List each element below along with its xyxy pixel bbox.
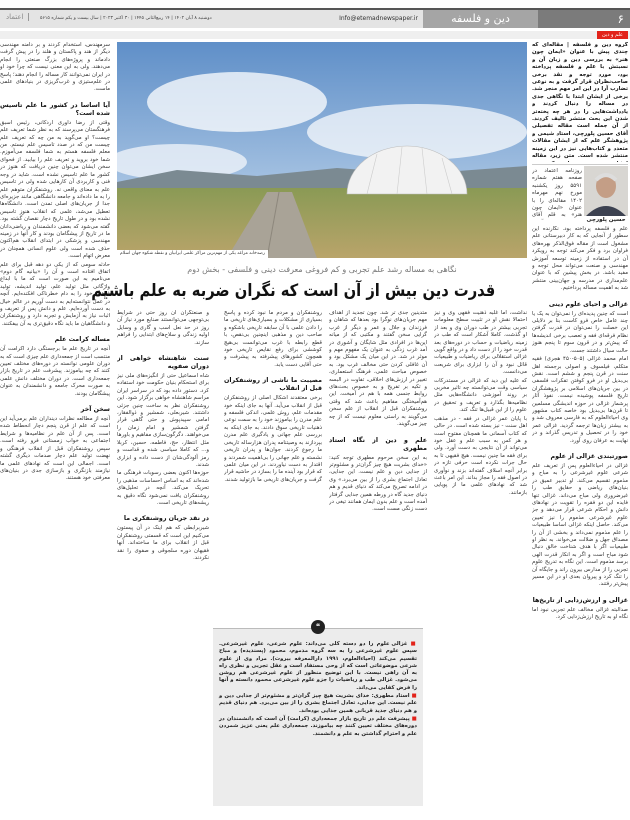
subheading: سخن آخر xyxy=(80,406,110,414)
page-number: ۶ xyxy=(538,10,630,28)
paragraph: شیربرابطی که هم اینک در آن پیستون می‌کنیم این است که قسمتی روشنفکران قبل از انقلاب برای ما ساخته‌اند. آنها فقیهان دوره سلجوقی و صفوی را نقد نکردند. xyxy=(117,525,209,561)
author-name: حسین پلورچی xyxy=(586,217,626,223)
subheading: غزالی و ارزش‌زدایی از تاریخ‌ها xyxy=(532,596,628,604)
author-bio-text: روزنامه اعتماد در صفحه هفتم شماره ۵۵۹۱ روز یکشنبه مورخ نهم مهرماه ۱۴۰۲ مقاله‌ای را با عنوان «ایمان چون هنر» به قلم آقای xyxy=(532,168,582,219)
box-item xyxy=(219,641,417,692)
paragraph: به این سخن مرحوم مطهری توجه کنید: «خدای بشریت هیچ چیز گران‌تر و مشئوم‌تر از جدایی دین و علم نیست. این جدایی، تعادل اجتماع بشری را از بین می‌برد.» وی در ادامه تصریح می‌کند که دنیای قدیم و هم دنیای جدید گاه در ورطه همین جدایی گرفتار آمده است و علم بدون ایمان همانند تیغی در دست زنگی مست است. xyxy=(329,454,427,513)
author-bio xyxy=(532,168,582,220)
subheading: آیا اساسا در کشور ما علم تاسیس شده است؟ xyxy=(0,101,110,117)
section-title: دین و فلسفه xyxy=(423,10,538,28)
subheading: در نقد جریان روشنفکری ما xyxy=(123,515,209,523)
paragraph: نداشت، اما غلبه ذهنیت فقهی وی و نیز احتمالا نقش او در تثبیت سطح معلومات تجربی بیشتر در طب دوران وی و بعد از او گذشت. کاملا آشکار است که طب در زمینه ریاضیات و حساب در دوره‌های بعد قدرت خود را از دست داد و در واقع گویی غزالی استقلالی برای ریاضیات و طبیعیات قائل نبود و آن را ابزاری برای شریعت می‌دانست. xyxy=(434,310,527,376)
author-photo xyxy=(584,166,628,216)
article-subtitle: نگاهی به مساله رشد علم تجربی و کم فروغی معرفت دینی و فلسفی - بخش دوم xyxy=(187,265,457,274)
headline-area xyxy=(91,279,527,303)
middle-column-4 xyxy=(117,310,209,820)
tag-bar xyxy=(0,31,630,39)
divider xyxy=(532,164,628,165)
bullet-icon: ■ xyxy=(409,693,417,700)
right-column-intro xyxy=(532,42,628,162)
paragraph: آنچه از مطالعه نظرات دینداران علم برمی‌آید این است که علم از قرن پنجم دچار انحطاط شده است. پس از آن علم در نظامیه‌ها و شرایط اجتماعی به خواب زمستانی فرو رفته است. سپس روشنفکران قبل از انقلاب فرهنگی و نهضت تولید علم دچار صدمات دیگری گشته است. اجمالی این است که نهادهای علمی ما نیازمند بازنگری و بازسازی جدی در بنیان‌های معرفتی خود هستند. xyxy=(0,416,110,482)
newspaper-logo: اعتماد xyxy=(6,13,29,21)
subheading: علم و دین از نگاه استاد مطهری xyxy=(329,436,427,452)
subheading: مساله کرامت علم xyxy=(54,336,110,344)
paragraph: وقتی از رضا داوری اردکانی، رئیس اسبق فرهنگستان می‌پرسند که به نظر شما تعریف علم چیست؟ او می‌گوید به من چه که تعریف علم چیست من که در صدد تاسیس علم نیستم. من معلم فلسفه هستم به شما فلسفه می‌آموزم. شما خود بروید و تعریف علم را بیابید. از فحوای سخن ایشان می‌توان چنین دریافت که هنوز در کشور ما علم تاسیس نشده است. شاید در وجه فنی و کاربردی آن کارهایی شده ولی در تاسیس علم به معنای واقعی نه. روشنفکران متوهم علم را به ما داده‌اند و جامعه دانشگاهی مانند جزیره‌ای جدا از جریان‌های اصلی تمدن است. دانشگاه‌ها تعطیل می‌شد، علمی که انقلاب هنوز تاسیس نشده بود و در طول تاریخ دچار نقصان گشته بود. گفته می‌شود که بعضی دانشمندان و ریاضی‌دانان ما در تاریخ از پیشگامان بودند و کار آنها در زمینه مهندسی و پزشکی در ابتدای انقلاب هم‌اکنون حذف شده است ولی علوم انسانی همچنان در معرض اتهام است. xyxy=(0,119,110,260)
paragraph: امام محمد غزالی (۵۰۵-۴۵۰ هجری) فقیه متکلم، فیلسوف و اصولی برجسته اهل سنت در قرن پنجم و ششم است. نقش بی‌بدیل او در فرو کوفتن تفکرات فلسفی در بین جریان‌های اسلامی بر پژوهشگران تاریخ فلسفه پوشیده نیست. نفوذ آثار پرشمار غزالی در حوزه اندیشگی مسلمین تا قرن‌ها بی‌بدیل بود خاصه کتاب مشهور وی احیاءالعلوم که به فارسی معروف شد و به بیشتر زبان‌ها ترجمه گردید. غزالی عمر خود را در تحصیل و تدریس گذراند و در نهایت به عرفان روی آورد. xyxy=(532,356,628,444)
paragraph: برخی معتقدند اشکال اصلی از روشنفکران قبل از انقلاب می‌آید. آنها به جای اینکه خود مقدمات علم، روش علمی، اندکی فلسفه و علم مدرن را بیاموزند خود را به سمت نوعی ذهنیات تاریخی سوق دادند. به جای اینکه به بررسی علم جهانی و یادگیری علم مدرن بپردازند به وصیتنامه پدران هزارساله تاریخی ما رجوع کردند. جوان‌ها و پدران تاریخی نشسته و علم جهانی را بی‌اهمیت شمردند و اقتدار به دست نیاوردند. در این میان علمی که قرار بود آینده ما را بسازد در حاشیه قرار گرفت و جریان‌های تاریخی ما بازتولید شدند. xyxy=(224,395,322,483)
box-item xyxy=(219,716,417,738)
issue-date: دوشنبه ۸ آبان ۱۴۰۲ | ۱۴ ربیع‌الثانی ۱۴۴۵ | ۳۰ اکتبر ۲۰۲۳ | سال بیست و یکم شماره ۵۶۱۵ xyxy=(40,16,212,21)
bullet-icon: ■ xyxy=(409,715,417,722)
middle-column-1 xyxy=(434,310,527,820)
paragraph: آنچه در تاریخ علم ما برجستگی دارد اکرامت آن منتسب است از جمعه‌داری علم چیزی است که به دوران علومی نوانسته در دوره‌های مختلف تعیین کنند که چه بیاموزند. پیشرفت علم در تاریخ بازار جمعه‌داری است. در دوران مختلف دانش علمی به صورت محرک جامعه و دانشمندان به عنوان پیشگامان بودند. xyxy=(0,346,110,397)
intro-text: گروه دین و فلسفه | مقاله‌ای که چندی پیش با عنوان «ایمان چون هنر» به بررسی دین و زبان آن و نسبتش با علم و فلسفه پرداخته بود، مورد توجه و نقد برخی صاحب‌نظران قرار گرفت و به نوعی تضارب آرا در این امر مهم منجر شد. برخی از ایشان ابتدا با نگاهی جدی در مساله را دنبال کردند و یادداشت‌هایی را در هر چه پخته‌تر شدن این بحث منتشر تالیف کردند. از آن جمله است مقاله تفصیلی آقای حسین پلورچی، استاد شیمی و پژوهشگر علم که از ایشان مقالات متعدد و کتاب‌هایی نیز در این زمینه منتشر شده است. متن زیر، مقاله xyxy=(532,42,628,160)
box-item-text: پیشرفت علم در تاریخ بازار جمعه‌داری (کرامت) آن است که دانشمندان در دوره‌های مختلف تعیین کنند چه بیاموزند. جمعه‌داری علم یعنی عزیز شمردن علم و احترام گذاشتن به علم و دانشمند. xyxy=(219,715,417,737)
paragraph: علم و فلسفه پرداخته بود. نگارنده این سطور از آنجایی که به کار دبیرستانی علم مشغول است از مقاله فوق‌الذکر بهره‌های فراوان برد و فکر می‌کند توجه به رویکرد آن در استفاده از زمینه توسعه آموزش مهندسی و صنعت می‌تواند محل توجه و مفید باشد. در بخش پیشین که با عنوان علم‌مداری در مدرسه و جهان‌بینی منتشر شد به اهمیت مساله پرداختیم. xyxy=(532,226,628,292)
quote-icon: ❝ xyxy=(311,620,325,634)
bullet-icon: ■ xyxy=(407,641,417,647)
paragraph: که علیه این دید که غزالی در مستدرکات سیاسی وقت می‌توانسته چه تاثیر مخربی بر روند آموزشی دانشگاه‌هایی مثل نظامیه‌ها بگذارد و تعریف و تحقیق در علوم را از این قبیل‌ها تنگ کند. xyxy=(434,377,527,414)
box-item-text: غزالی علوم را دو دسته کلی می‌داند: علوم شرعی، علوم غیرشرعی. سپس علوم غیرشرعی را به سه گروه مذموم، محمود (پسندیده) و مباح تقسیم می‌کند (احیاءالعلوم، ۱۹۹۱ دارالمعرفه بیروت). مراد وی از علوم شرعی موضوعاتی است که از وحی مستفاد است و عقل تجربی و نظری راه به آن راهی نیست. با این توضیح منظور از علوم غیرشرعی هم روشن می‌شود. غزالی طب و ریاضیات را جزو علوم غیرشرعی محمود دانسته و آنها را فرض کفایی می‌داند. xyxy=(219,641,417,691)
paragraph: سرمهندس، استخدام کردند و بر دامنه مهندسی دیگر از هند و پاکستان و هلند را در پیش گرفت دادماند و پروژه‌های بزرگ صنعتی را انجام می‌دهند. ولی به این معنی نیست که چرا خود او در ایران نمی‌توانند کار مساله را انجام دهند؛ پاسخ در علم‌ستیزی و غرب‌گریزی در بنیادهای علمی ماست. xyxy=(0,42,110,93)
email-link[interactable]: Info@etemadnewspaper.ir xyxy=(339,15,418,22)
paragraph: است که چنین پدیده‌ای را نمی‌توان به یک یا چند عامل خاص فرو کاست بنا بر دلایلی این خصلت را نمی‌توان در قدرت گرفتن نظام فرقه‌ای فقه و تعصب برخی اندیشه‌ها که پیش‌تر و در قرون سوم تا پنجم هنوز حالت سیال داشتند جست. xyxy=(532,310,628,354)
highlight-box xyxy=(213,628,423,806)
box-item xyxy=(219,693,417,715)
subheading: صورتبندی غزالی از علوم xyxy=(550,452,628,460)
paragraph: حوزه‌ها اکنون بعضی رسوبات فرهنگی ما شده‌اند که به اساس احساسات مذهبی را تحریک می‌کند. آنچه در تحلیل‌های روشنفکران یافت نمی‌شود نگاه دقیق به ریشه‌های تاریخی است. xyxy=(117,470,209,506)
observatory-photo xyxy=(117,42,527,258)
paragraph: متدینین جدی تر شد. چون تجدید از اهداف مهم جریان‌های نوگرا بود بعدها که شاهان و فرزندان و جلال و عمر و دیگر از غرب گرایی سخن گفتند و مکتبی که از میانه این‌ها در افرادی مثل شایگان و آشوری در آمد غرب زدگی به عنوان یک مفهوم مهم و موثر در شد. در این میان یک مشکل بود و آن غافلی کردن حتی مخالف غرب بود. به خصوص مباحث علمی، فرهنگ استعماری، تغییر در ارزش‌های اخلاقی، تفاوت در البسه و تکیه بر تفریح و به خصوص بحث‌های روابط جنسی همه با هم در آمیخت. این هم‌آمیختگی مفاهیم باعث شد که وقتی روشنفکران قبل از انقلاب از علم سخن می‌گویند به راستی معلوم نیست که از چه چیز می‌گویند. xyxy=(329,310,427,428)
paragraph: و صنعتگران آن روز حتی در شرایط بی‌توجهی می‌توانستند صنایع مورد نیاز آن روز در حد نعل اسب و گاری و وسایل اولیه زندگی و سلاح‌های ابتدایی را فراهم سازند. xyxy=(117,310,209,346)
middle-column-2 xyxy=(329,310,427,614)
subheading: مصیبت ما ناشی از روشنفکران قبل از انقلاب xyxy=(224,377,322,393)
subheading: سنت شاهنشاه خواهی از دوران صفویه xyxy=(117,355,209,371)
right-column xyxy=(532,226,628,820)
image-caption: رصدخانه مراغه یکی از مهم‌ترین مراکز علمی ایرانیان و نقطه شکوه جهان اسلام xyxy=(117,250,268,258)
box-item-text: استاد مطهری: خدای بشریت هیچ چیز گران‌تر و مشئوم‌تر از جدایی دین و علم نیست. این جدایی، تعادل اجتماع بشری را از بین می‌برد. هم دنیای قدیم و هم دنیای جدید قربانی همین جدایی بوده‌اند. xyxy=(219,693,417,714)
paragraph: حادثه سومی که از یکی دو دهه قبل برای علم اتفاق افتاده است و آن را «بیانیه گام دوم» می‌نامیم به این صورت است که ما با ابداع واژگانی مثل تولید علم، تولید اندیشه، تولید فرهنگ خود را به دام خطرناکی افکنده‌ایم. آنچه در عمل نتوانسته‌ایم به دست آوریم در عالم خیال به دست آورده‌ایم. علم و دانش پس از تعریف و اثبات نیاز به آزمایش و تجربه دارد و روشنفکران و دانشگاهیان ما باید نگاه دقیق‌تری به آن بیفکنند. xyxy=(0,261,110,327)
article-headline: قدرت دین بیش از آن است که نگران ضربه به علم باشیم xyxy=(91,281,496,301)
paragraph: روشنفکران و مردم ما نبود کرده و پاسخ بسیاری از مشکلات و بسیاری‌های تاریخی ما را دادن علمی با آن سابقه تاریخی باشکوه و صاحب دین و مذهبی اینچنین بی‌نقص، با قطع رابطه با غرب می‌توانست بی‌هیچ کوششی برای رفع نقایص تاریخی خود همچون کشورهای پیشرفته به پیشرفت و حتی آقایی دست یابد. xyxy=(224,310,322,368)
subheading: غزالی و احیای علوم دینی xyxy=(548,300,628,308)
paragraph: شاه اسماعیل حتی از انگیزه‌های ملی نیز برای استحکام بنیان حکومت خود استفاده کرد. دستور داده بود که در سراسر ایران مراسم شاهنشاه خواهی برگزار شود. این روشنفکران نظر به ساخت چنین جزئی داشتند. شیربعلی، شمشیر و ذوالفقار، امامی سپیدپوش و حتی گاهی قرار گرفتن شمشیر و امام زمان را می‌خواهند. دگرگون‌سازی مفاهیم و باورها مثل انتظار، حج، فاطمه، حسین، کربلا و... که کاملا سیاسی شده و قداست و رمز آلودگی‌شان از دست داده و ابزاری شدند. xyxy=(117,373,209,468)
paragraph: با پایان عمر غزالی در فقه - در مذهب اهل سنت - نیز بسته شده است. در حالی که کتاب آسمانی ما همچنان مفتوح است و هر کس به سبب علم و عقل خود می‌تواند از آن نتایجی به دست آورد. ولی برای فقه ما چنین نیست. هیچ فقیهی تا به حال جرات نکرده است حرفی تازه در برابر آنچه اسلاف گفته‌اند بزند و نوآوری در اصول فقه را مجاز بداند. این امر باعث شد که نهادهای علمی ما از پویایی بازمانند. xyxy=(434,415,527,496)
page-header xyxy=(0,8,630,28)
section-tag: علم و دین xyxy=(597,31,628,39)
paragraph: صدالبته غزالی مخالف علم تجربی نبود اما نگاه او به تاریخ ارزش‌زدایی کرد. xyxy=(532,606,628,621)
paragraph: غزالی در احیاءالعلوم پس از تعریف علم شرعی علوم غیرشرعی را به مباح و مذموم تقسیم می‌کند. او تدبیر عمیق در بنیان‌های ریاضی و حقایق طب را غیرضروری ولی مباح می‌داند. غزالی تنها فایده این دو فقره را تقویت در نهادهای دانش و احکام شرعی قرار می‌دهد و جز علوم غیرشرعی مذموم را نیز تعیین می‌کند. حاصل اینکه غزالی اساسا طبیعیات را علم مذموم نمی‌داند و بخشی از آن را مصداق جهل و ضلالت می‌خواند. به نظر او طبیعیات اگر با هدف شناخت خالق دنبال شود مباح است و اگر به انکار قدرت الهی برسد مذموم است. این نگاه به تدریج علوم تجربی را از مدارس بیرون راند و جایگاه آن را تنگ کرد و پیروان بعدی او در این مسیر پیش‌تر رفتند. xyxy=(532,462,628,588)
left-column xyxy=(0,42,110,820)
middle-column-3 xyxy=(224,310,322,614)
